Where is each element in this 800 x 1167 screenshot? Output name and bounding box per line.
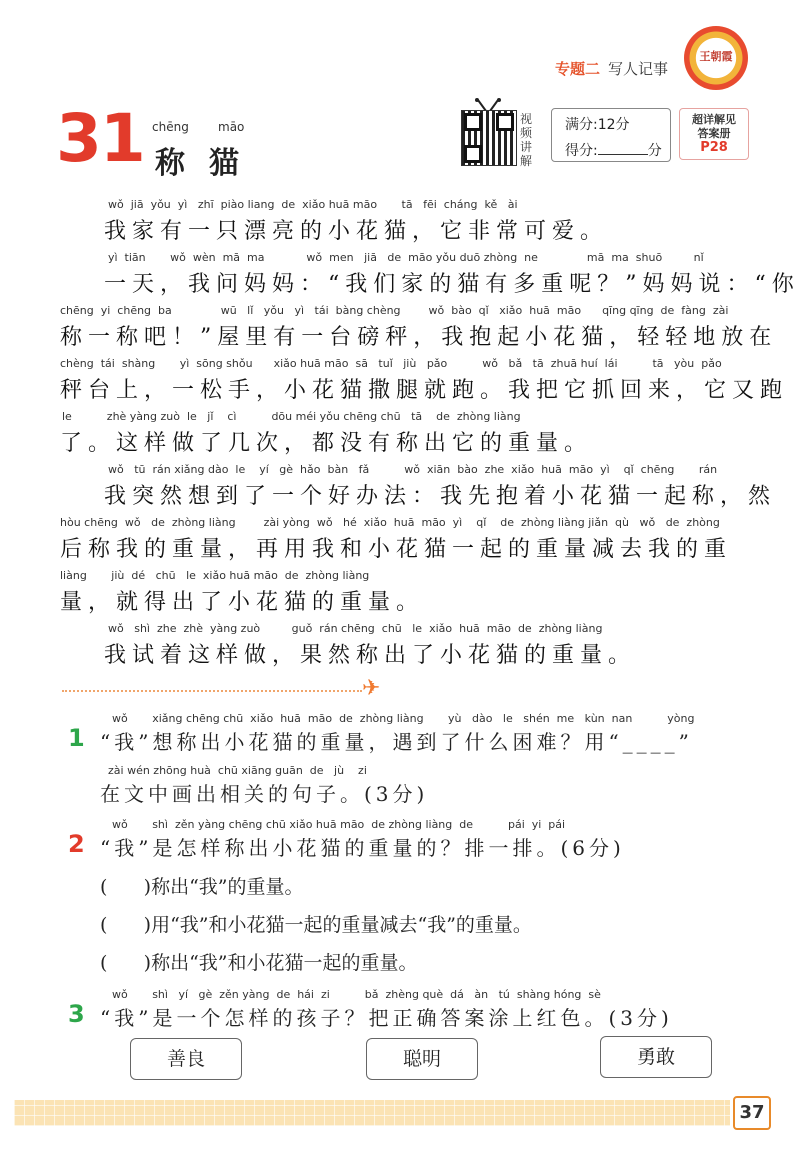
score-prefix: 得分: bbox=[565, 143, 598, 159]
question-1-pinyin: wǒ xiǎng chēng chū xiǎo huā māo de zhòng liàng yù dào le shén me kùn nan yòng bbox=[112, 712, 695, 725]
question-1-text: “我”想称出小花猫的重量，遇到了什么困难？用“____” bbox=[100, 730, 693, 754]
choice-brave[interactable]: 勇敢 bbox=[600, 1036, 712, 1078]
lesson-title: 称猫 bbox=[155, 146, 263, 181]
passage-text: 我家有一只漂亮的小花猫，它非常可爱。 bbox=[104, 219, 609, 244]
answer-line-2: 答案册 bbox=[697, 127, 731, 140]
page-number: 37 bbox=[733, 1096, 771, 1130]
question-3-pinyin: wǒ shì yí gè zěn yàng de hái zi bǎ zhèng què dá àn tú shàng hóng sè bbox=[112, 988, 601, 1001]
lesson-number: 31 bbox=[56, 100, 144, 177]
passage-pinyin: liàng jiù dé chū le xiǎo huā māo de zhòng liàng bbox=[60, 569, 370, 582]
score-suffix: 分 bbox=[647, 143, 662, 159]
passage-pinyin: chēng yi chēng ba wū lǐ yǒu yì tái bàng chèng wǒ bào qǐ xiǎo huā māo qīng qīng de fàng zài bbox=[60, 304, 729, 317]
passage-pinyin: hòu chēng wǒ de zhòng liàng zài yòng wǒ hé xiǎo huā māo yì qǐ de zhòng liàng jiǎn qù wǒ de zhòng bbox=[60, 516, 720, 529]
question-2-pinyin: wǒ shì zěn yàng chēng chū xiǎo huā māo de zhòng liàng de pái yi pái bbox=[112, 818, 566, 831]
passage-pinyin: wǒ shì zhe zhè yàng zuò guǒ rán chēng chū le xiǎo huā māo de zhòng liàng bbox=[108, 622, 603, 635]
choice-kind[interactable]: 善良 bbox=[130, 1038, 242, 1080]
passage-text: 我突然想到了一个好办法：我先抱着小花猫一起称，然 bbox=[104, 484, 777, 509]
passage-pinyin: wǒ jiā yǒu yì zhī piào liang de xiǎo huā māo tā fēi cháng kě ài bbox=[108, 198, 518, 211]
question-3-text: “我”是一个怎样的孩子？把正确答案涂上红色。(3分) bbox=[100, 1006, 673, 1030]
passage-text: 后称我的重量，再用我和小花猫一起的重量减去我的重 bbox=[60, 537, 733, 562]
title-pinyin-2: māo bbox=[218, 120, 245, 134]
footer-bar bbox=[14, 1100, 730, 1126]
topic-title: 写人记事 bbox=[608, 60, 669, 78]
passage-pinyin: chèng tái shàng yì sōng shǒu xiǎo huā māo sā tuǐ jiù pǎo wǒ bǎ tā zhuā huí lái tā yòu pǎo bbox=[60, 357, 722, 370]
passage-text: 称一称吧！”屋里有一台磅秤，我抱起小花猫，轻轻地放在 bbox=[60, 325, 778, 350]
passage-text: 量，就得出了小花猫的重量。 bbox=[60, 590, 425, 615]
full-score: 满分:12分 bbox=[565, 117, 630, 133]
passage-text: 了。这样做了几次，都没有称出它的重量。 bbox=[60, 431, 593, 456]
title-pinyin-1: chēng bbox=[152, 120, 189, 134]
order-option-3[interactable]: ( )称出“我”和小花猫一起的重量。 bbox=[100, 952, 418, 974]
qr-code-icon[interactable] bbox=[461, 110, 517, 166]
choice-smart[interactable]: 聪明 bbox=[366, 1038, 478, 1080]
airplane-icon: ✈ bbox=[362, 676, 381, 701]
brand-badge-text: 王朝霞 bbox=[699, 50, 733, 63]
answer-page: P28 bbox=[700, 140, 728, 155]
question-number-3: 3 bbox=[68, 1000, 85, 1028]
passage-text: 秤台上，一松手，小花猫撒腿就跑。我把它抓回来，它又跑 bbox=[60, 378, 789, 403]
order-option-2[interactable]: ( )用“我”和小花猫一起的重量减去“我”的重量。 bbox=[100, 914, 532, 936]
question-number-1: 1 bbox=[68, 724, 85, 752]
question-2-text: “我”是怎样称出小花猫的重量的？排一排。(6分) bbox=[100, 836, 625, 860]
section-divider bbox=[62, 690, 362, 692]
passage-pinyin: yì tiān wǒ wèn mā ma wǒ men jiā de māo yǒu duō zhòng ne mā ma shuō nǐ bbox=[108, 251, 704, 264]
topic-label: 专题二 bbox=[555, 60, 601, 78]
question-1-text-2: 在文中画出相关的句子。(3分) bbox=[100, 782, 429, 806]
passage-text: 一天，我问妈妈：“我们家的猫有多重呢？”妈妈说：“你 bbox=[104, 272, 800, 297]
answer-line-1: 超详解见 bbox=[692, 113, 736, 126]
passage-pinyin: wǒ tū rán xiǎng dào le yí gè hǎo bàn fǎ wǒ xiān bào zhe xiǎo huā māo yì qǐ chēng rán bbox=[108, 463, 718, 476]
passage-text: 我试着这样做，果然称出了小花猫的重量。 bbox=[104, 643, 637, 668]
score-blank[interactable] bbox=[598, 154, 648, 155]
topic-header bbox=[555, 58, 668, 79]
order-option-1[interactable]: ( )称出“我”的重量。 bbox=[100, 876, 304, 898]
question-number-2: 2 bbox=[68, 830, 85, 858]
passage-pinyin: le zhè yàng zuò le jǐ cì dōu méi yǒu chēng chū tā de zhòng liàng bbox=[62, 410, 521, 423]
answer-reference-box bbox=[679, 108, 749, 160]
score-field[interactable] bbox=[565, 140, 662, 160]
question-1-pinyin-2: zài wén zhōng huà chū xiāng guān de jù zi bbox=[108, 764, 367, 777]
video-explain-label: 视频讲解 bbox=[520, 112, 533, 168]
